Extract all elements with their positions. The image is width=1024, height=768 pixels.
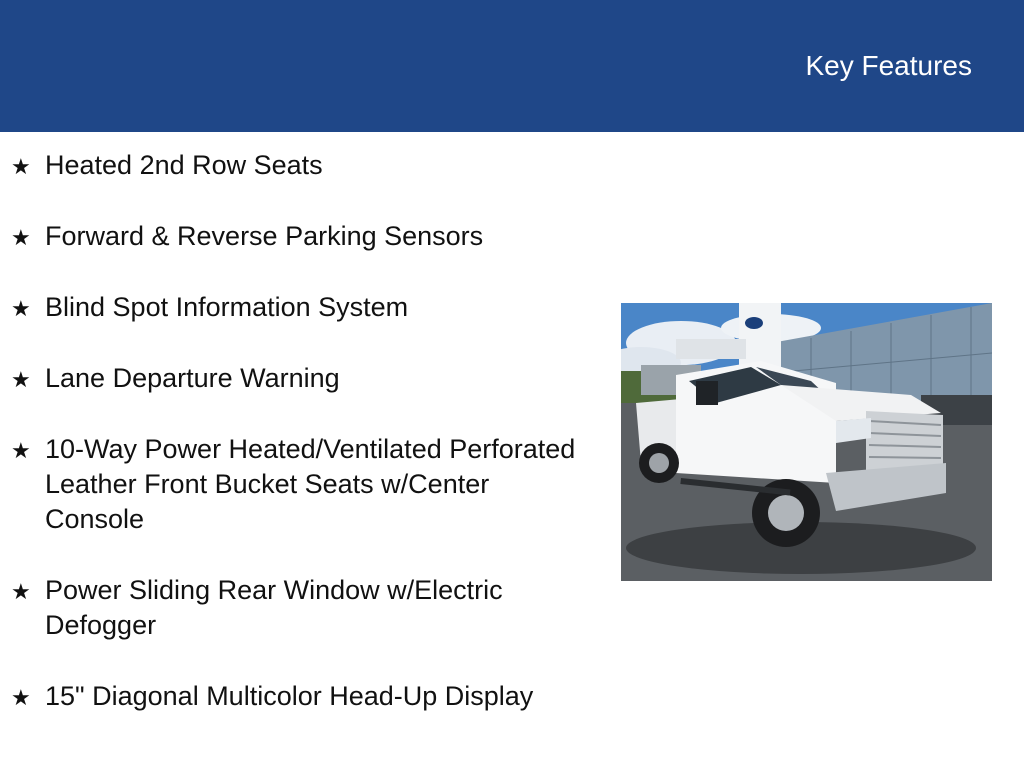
star-icon: ★ [11,579,31,604]
star-icon: ★ [11,154,31,179]
feature-item [0,148,590,183]
feature-text: Lane Departure Warning [45,363,340,393]
feature-text: Forward & Reverse Parking Sensors [45,221,484,251]
feature-item [0,679,590,714]
header-bar [0,0,1024,132]
feature-text: Heated 2nd Row Seats [45,150,323,180]
feature-text: 15" Diagonal Multicolor Head-Up Display [45,681,534,711]
feature-item [0,219,590,254]
star-icon: ★ [11,685,31,710]
vehicle-photo [621,303,992,581]
feature-text: Power Sliding Rear Window w/Electric Defogger [45,575,503,640]
feature-text: 10-Way Power Heated/Ventilated Perforated Leather Front Bucket Seats w/Center Console [45,434,576,534]
features-list [0,148,590,750]
truck-image [621,303,992,581]
feature-item [0,573,590,643]
star-icon: ★ [11,438,31,463]
feature-item [0,290,590,325]
feature-item [0,361,590,396]
feature-text: Blind Spot Information System [45,292,409,322]
star-icon: ★ [11,296,31,321]
feature-item [0,432,590,537]
star-icon: ★ [11,225,31,250]
star-icon: ★ [11,367,31,392]
page-title: Key Features [805,50,972,81]
